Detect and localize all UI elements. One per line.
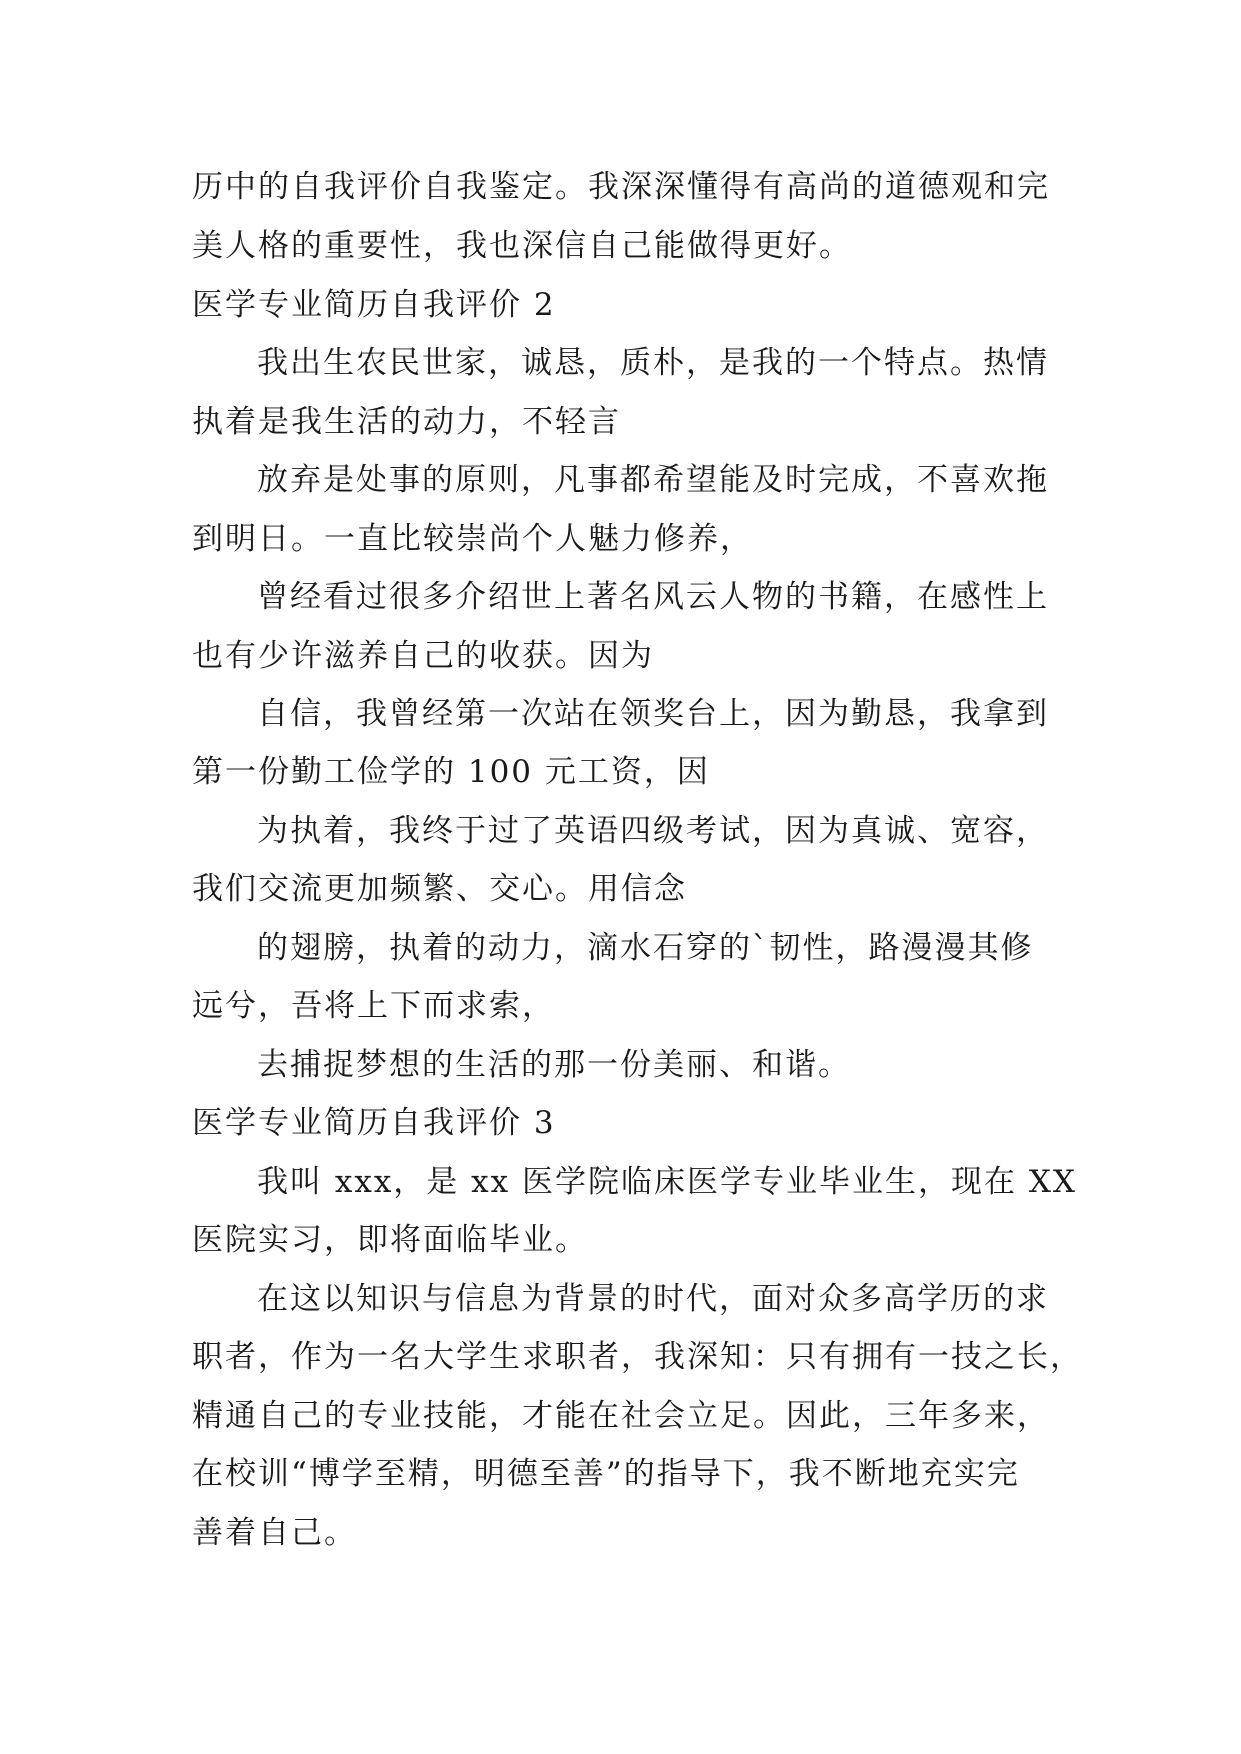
- section-heading: 医学专业简历自我评价 2: [192, 287, 556, 323]
- text-line: 也有少许滋养自己的收获。因为: [192, 638, 654, 674]
- text-line: 远兮，吾将上下而求索，: [192, 988, 555, 1024]
- paragraph-line: 我出生农民世家，诚恳，质朴，是我的一个特点。热情: [257, 345, 1049, 381]
- text-line: 职者，作为一名大学生求职者，我深知：只有拥有一技之长，: [192, 1339, 1083, 1375]
- text-line: 美人格的重要性，我也深信自己能做得更好。: [192, 228, 852, 264]
- paragraph-line: 为执着，我终于过了英语四级考试，因为真诚、宽容，: [257, 813, 1049, 849]
- text-line: 在校训“博学至精，明德至善”的指导下，我不断地充实完: [192, 1456, 1020, 1492]
- paragraph-line: 去捕捉梦想的生活的那一份美丽、和谐。: [257, 1047, 851, 1083]
- paragraph-line: 的翅膀，执着的动力，滴水石穿的`韧性，路漫漫其修: [257, 930, 1034, 966]
- text-line: 到明日。一直比较崇尚个人魅力修养，: [192, 521, 753, 557]
- paragraph-line: 自信，我曾经第一次站在领奖台上，因为勤恳，我拿到: [257, 696, 1049, 732]
- paragraph-line: 曾经看过很多介绍世上著名风云人物的书籍，在感性上: [257, 579, 1049, 615]
- paragraph-line: 在这以知识与信息为背景的时代，面对众多高学历的求: [257, 1281, 1049, 1317]
- text-line: 历中的自我评价自我鉴定。我深深懂得有高尚的道德观和完: [192, 169, 1050, 205]
- paragraph-line: 放弃是处事的原则，凡事都希望能及时完成，不喜欢拖: [257, 462, 1049, 498]
- text-line: 善着自己。: [192, 1515, 357, 1551]
- section-heading: 医学专业简历自我评价 3: [192, 1105, 556, 1141]
- text-line: 执着是我生活的动力，不轻言: [192, 404, 621, 440]
- text-line: 我们交流更加频繁、交心。用信念: [192, 871, 687, 907]
- text-line: 精通自己的专业技能，才能在社会立足。因此，三年多来，: [192, 1398, 1050, 1434]
- text-line: 医院实习，即将面临毕业。: [192, 1222, 588, 1258]
- text-line: 第一份勤工俭学的 100 元工资，因: [192, 754, 710, 790]
- paragraph-line: 我叫 xxx，是 xx 医学院临床医学专业毕业生，现在 XX: [257, 1164, 1077, 1200]
